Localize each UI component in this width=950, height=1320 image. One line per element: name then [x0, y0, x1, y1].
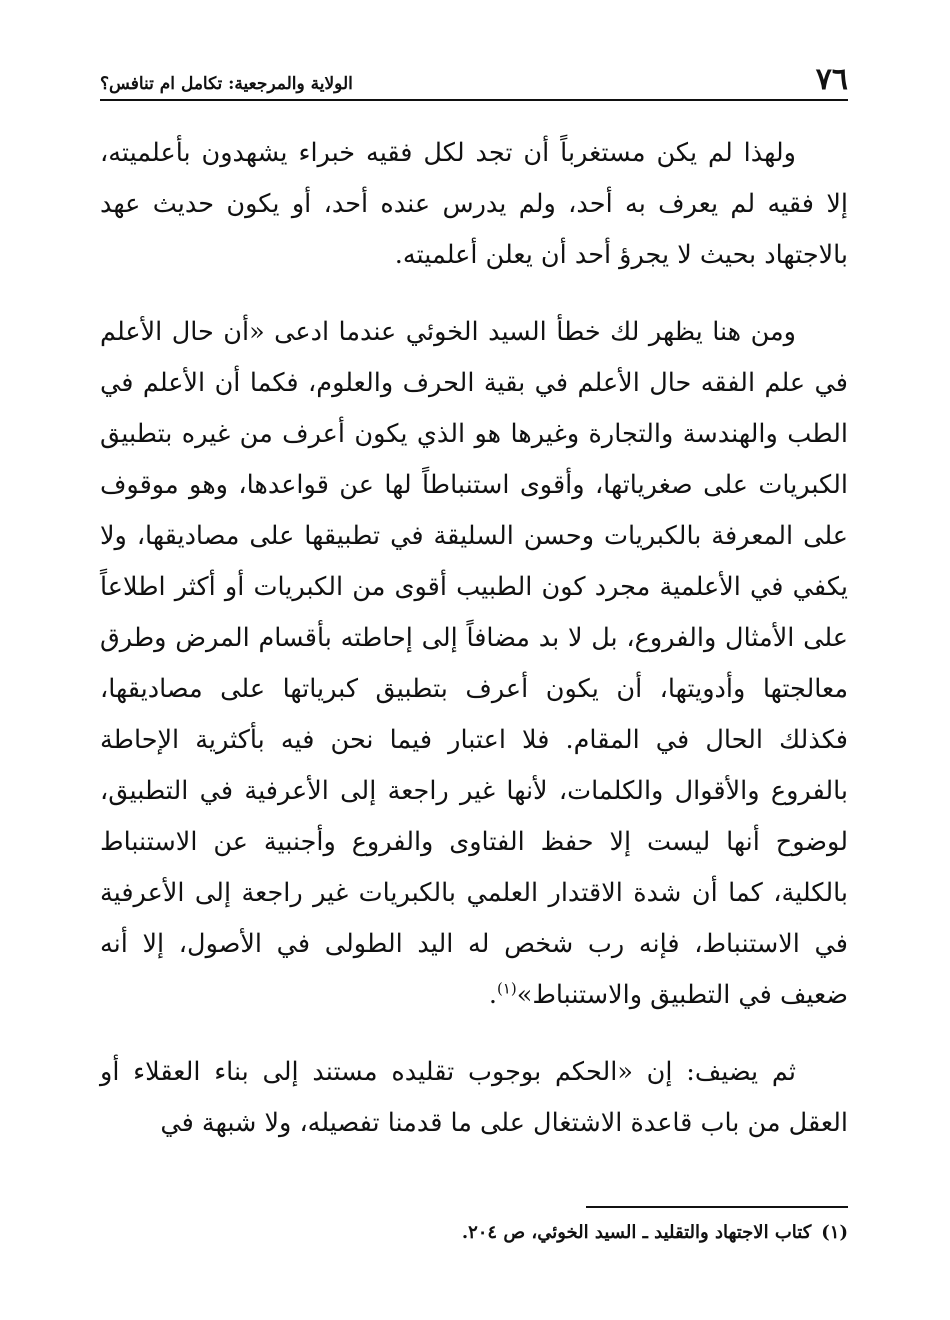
paragraph-2 — [100, 307, 848, 1021]
page-number: ٧٦ — [815, 62, 848, 97]
running-title: الولاية والمرجعية: تكامل ام تنافس؟ — [100, 74, 353, 94]
body-text — [100, 128, 848, 1149]
paragraph-3 — [100, 1047, 848, 1149]
header-divider — [100, 99, 848, 101]
footnote-marker: (١) — [821, 1222, 848, 1243]
footnote-divider — [586, 1206, 848, 1208]
paragraph-2-trailing: . — [488, 980, 497, 1010]
paragraph-3-text: ثم يضيف: إن «الحكم بوجوب تقليده مستند إلى بناء العقلاء أو العقل من باب قاعدة الاشتغال على ما قدمنا تفصيله، ولا شبهة في — [100, 1057, 848, 1138]
footnote-reference[interactable]: (١) — [496, 979, 517, 998]
paragraph-1-text: ولهذا لم يكن مستغرباً أن تجد لكل فقيه خبراء يشهدون بأعلميته، إلا فقيه لم يعرف به أحد، ولم يدرس عنده أحد، أو يكون حديث عهد بالاجتهاد بحيث لا يجرؤ أحد أن يعلن أعلميته. — [100, 138, 848, 270]
paragraph-2-text: ومن هنا يظهر لك خطأ السيد الخوئي عندما ادعى «أن حال الأعلم في علم الفقه حال الأعلم في بقية الحرف والعلوم، فكما أن الأعلم في الطب والهندسة والتجارة وغيرها هو الذي يكون أعرف من غيره بتطبيق الكبريات على صغرياتها، وأقوى استنباطاً لها عن قواعدها، وهو موقوف على المعرفة بالكبريات وحسن السليقة في تطبيقها على مصاديقها، ولا يكفي في الأعلمية مجرد كون الطبيب أقوى من الكبريات أو أكثر اطلاعاً على الأمثال والفروع، بل لا بد مضافاً إلى إحاطته بأقسام المرض وطرق معالجتها وأدويتها، أن يكون أعرف بتطبيق كبرياتها على مصاديقها، فكذلك الحال في المقام. فلا اعتبار فيما نحن فيه بأكثرية الإحاطة بالفروع والأقوال والكلمات، لأنها غير راجعة إلى الأعرفية في التطبيق، لوضوح أنها ليست إلا حفظ الفتاوى والفروع وأجنبية عن الاستنباط بالكلية، كما أن شدة الاقتدار العلمي بالكبريات غير راجعة إلى الأعرفية في الاستنباط، فإنه رب شخص له اليد الطولى في الأصول، إلا أنه ضعيف في التطبيق والاستنباط» — [100, 317, 848, 1010]
running-head — [100, 58, 848, 98]
paragraph-1 — [100, 128, 848, 281]
footnote-text: كتاب الاجتهاد والتقليد ـ السيد الخوئي، ص ٢٠٤. — [461, 1222, 812, 1243]
footnote-1 — [100, 1218, 848, 1248]
